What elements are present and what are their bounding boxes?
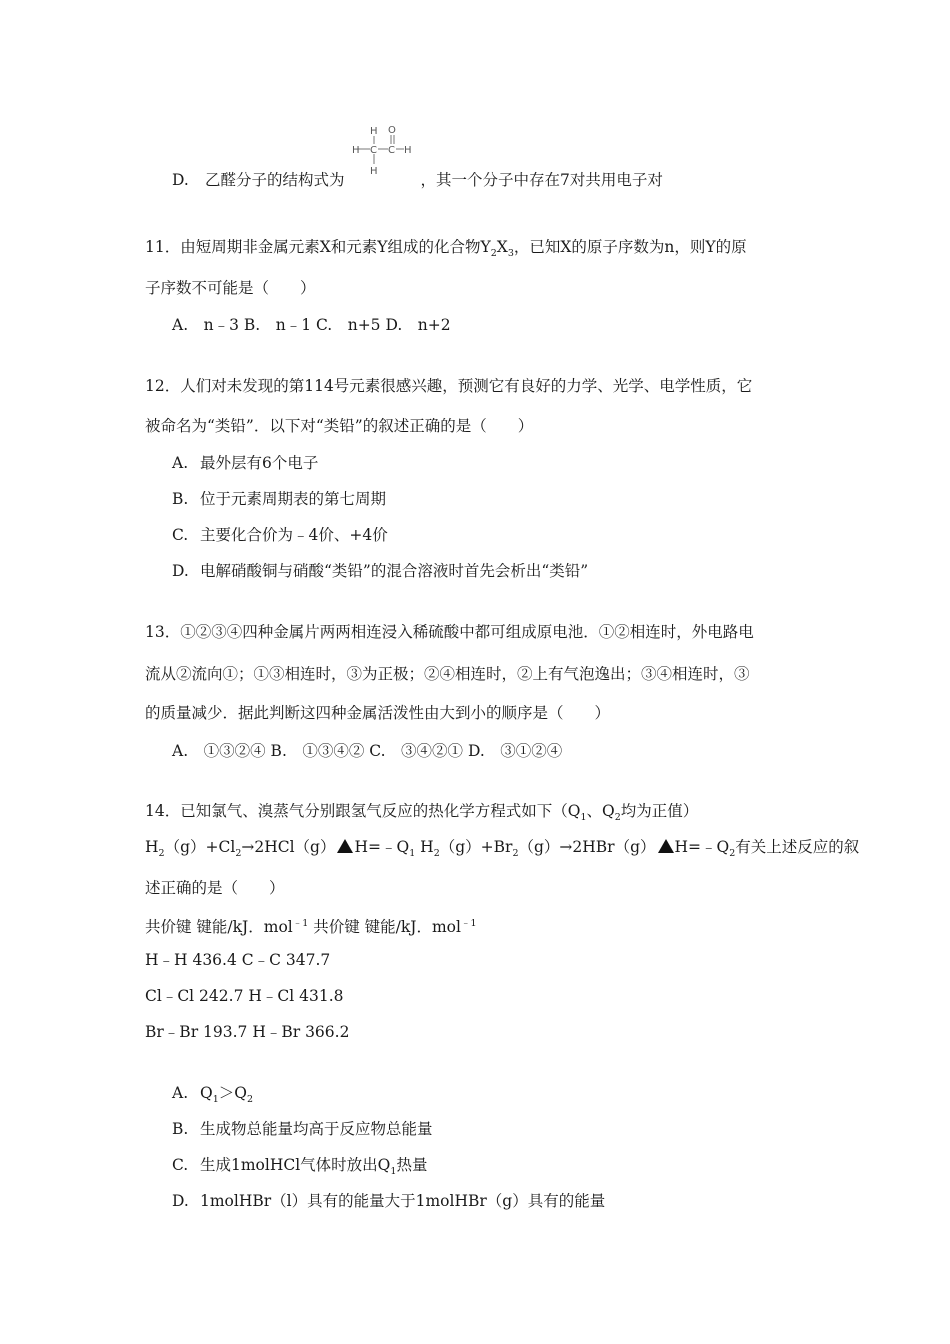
q13-stem-line3: 的质量减少．据此判断这四种金属活泼性由大到小的顺序是（ ） (145, 704, 611, 722)
svg-text:H: H (370, 126, 378, 137)
q13-stem-line2: 流从②流向①；①③相连时，③为正极；②④相连时，②上有气泡逸出；③④相连时，③ (145, 665, 750, 683)
q12-stem-line2: 被命名为“类铅”．以下对“类铅”的叙述正确的是（ ） (145, 417, 534, 435)
svg-text:C: C (388, 145, 395, 156)
q14-equations: $H_2(g)+Cl_2\to 2HCl(g)$ $H=﹣Q_1$ $H_2(g)+Br_2(g)\to 2HBr(g)$ $H=﹣Q_2$有关上述反应的叙 (145, 838, 860, 860)
q14-option-b: B. 生成物总能量均高于反应物总能量 (172, 1120, 433, 1138)
delta-symbol (337, 839, 353, 853)
q14-stem-line3: 述正确的是（ ） (145, 879, 285, 897)
q13-stem-line1: 13．①②③④四种金属片两两相连浸入稀硫酸中都可组成原电池．①②相连时，外电路电 (145, 623, 754, 641)
q14-option-c: C. 生成1molHCl气体时放出$Q_1$热量 (172, 1156, 428, 1178)
q11-stem-line2: 子序数不可能是（ ） (145, 279, 316, 297)
q12-option-d: D. 电解硝酸铜与硝酸“类铅”的混合溶液时首先会析出“类铅” (172, 562, 589, 580)
svg-text:C: C (370, 145, 377, 156)
svg-text:H: H (370, 166, 378, 177)
q14-option-d: D. 1molHBr（l）具有的能量大于1molHBr（g）具有的能量 (172, 1192, 606, 1210)
q10-option-d: D. 乙醛分子的结构式为 ，其一个分子中存在7对共用电子对 (172, 171, 663, 189)
svg-text:H: H (352, 145, 360, 156)
q13-options: A. ①③②④ B. ①③④② C. ③④②① D. ③①②④ (172, 742, 563, 760)
q12-option-b: B. 位于元素周期表的第七周期 (172, 490, 387, 508)
q14-option-a: A. $Q_1>Q_2$ (172, 1084, 254, 1106)
bond-energy-row: H﹣H 436.4 C﹣C 347.7 (145, 951, 331, 969)
q12-stem-line1: 12．人们对未发现的第114号元素很感兴趣，预测它有良好的力学、光学、电学性质，它 (145, 377, 753, 395)
q12-option-c: C. 主要化合价为﹣4价、+4价 (172, 526, 388, 544)
bond-energy-row: Br﹣Br 193.7 H﹣Br 366.2 (145, 1023, 350, 1041)
q14-stem-line1: 14．已知氯气、溴蒸气分别跟氢气反应的热化学方程式如下（$Q_1$、$Q_2$均为正值） (145, 802, 699, 824)
q11-stem-line1: 11．由短周期非金属元素X和元素Y组成的化合物$Y_2X_3$，已知X的原子序数为n，则Y的原 (145, 238, 747, 260)
svg-text:H: H (404, 145, 412, 156)
q11-options: A. n﹣3 B. n﹣1 C. n+5 D. n+2 (172, 316, 451, 334)
bond-energy-table-header: 共价键 键能/kJ．mol$^{﹣1}$ 共价键 键能/kJ．mol$^{﹣1}$ (145, 918, 477, 937)
delta-symbol (658, 839, 674, 853)
bond-energy-row: Cl﹣Cl 242.7 H﹣Cl 431.8 (145, 987, 344, 1005)
svg-text:O: O (388, 125, 396, 136)
q12-option-a: A. 最外层有6个电子 (172, 454, 319, 472)
